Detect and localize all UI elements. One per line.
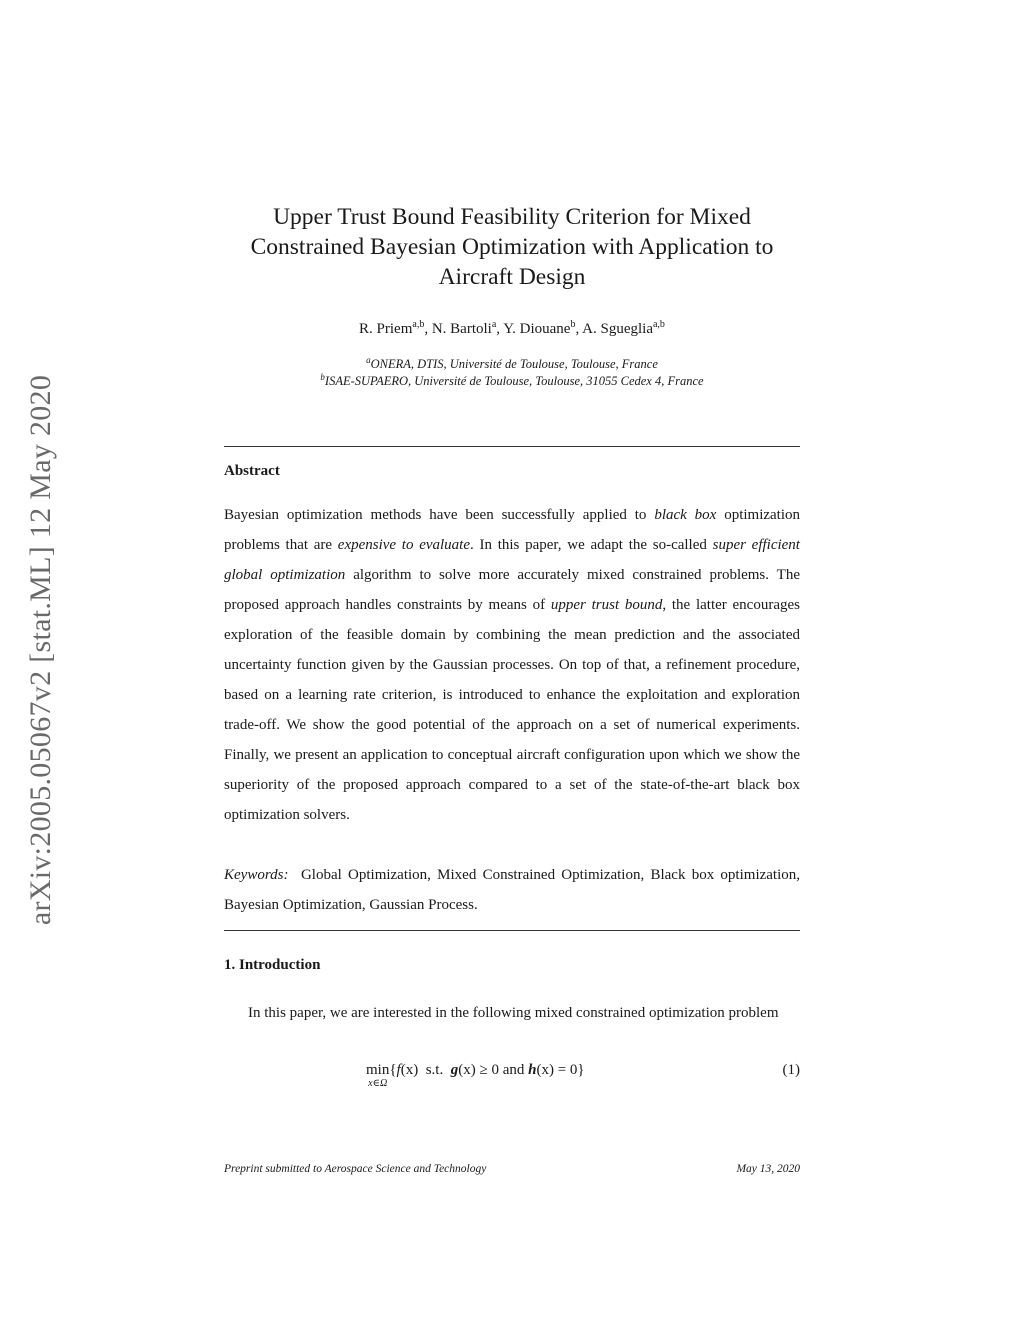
equation-gx: (x) ≥ 0 and: [458, 1062, 529, 1078]
equation-h: h: [528, 1062, 537, 1078]
author-affiliation-mark: a,b: [652, 319, 665, 330]
abstract-text: [224, 500, 800, 830]
equation-min-operator: [366, 1062, 389, 1089]
paper-title: [200, 202, 824, 292]
author-list: R. Priem$^{a,b}$, N. Bartoli$^a$, Y. Diouane$^b$, A. Sgueglia$^{a,b}$: [359, 319, 665, 337]
title-line: Upper Trust Bound Feasibility Criterion for Mixed: [273, 204, 751, 230]
introduction-paragraph: In this paper, we are interested in the following mixed constrained optimization problem: [248, 1005, 779, 1021]
section-heading-introduction: 1. Introduction: [224, 957, 321, 973]
abstract-segment: . In this paper, we adapt the so-called: [470, 537, 713, 553]
equation-1: [224, 1060, 800, 1096]
equation-number: (1): [782, 1062, 800, 1078]
equation-f: f: [396, 1062, 401, 1078]
author-name: N. Bartoli: [431, 321, 492, 337]
keywords: [224, 860, 800, 920]
affiliation-text: ISAE-SUPAERO, Université de Toulouse, Toulouse, 31055 Cedex 4, France: [324, 374, 704, 389]
author-name: Y. Diouane: [503, 321, 571, 337]
equation-brace: {: [389, 1062, 397, 1078]
affiliation: [200, 372, 824, 389]
equation-st: s.t.: [425, 1062, 444, 1078]
min-subscript: x∈Ω: [368, 1078, 388, 1089]
author-name: R. Priem: [359, 321, 413, 337]
affiliation: [200, 355, 824, 372]
equation-g: g: [450, 1062, 459, 1078]
abstract-segment: , the latter encourages exploration of the feasible domain by combining the mean prediction and the associated uncertainty function given by the Gaussian processes. On top of that, a refinement procedure, based on a learning rate criterion, is introduced to enhance the exploitation and exploration trade-off. We show the good potential of the approach on a set of numerical experiments. Finally, we present an application to conceptual aircraft configuration upon which we show the superiority of the proposed approach compared to a set of the state-of-the-art black box optimization solvers.: [224, 597, 800, 823]
equation-fx: (x): [400, 1062, 419, 1078]
abstract-emphasis: black box: [654, 507, 717, 523]
abstract-emphasis: expensive to evaluate: [337, 537, 471, 553]
keywords-text: Global Optimization, Mixed Constrained Optimization, Black box optimization, Bayesian Optimization, Gaussian Process.: [224, 867, 801, 913]
author-affiliation-mark: b: [570, 319, 576, 330]
abstract-emphasis: super efficient global optimization: [224, 537, 800, 583]
footer-date: May 13, 2020: [736, 1163, 800, 1175]
affiliation-text: ONERA, DTIS, Université de Toulouse, Toulouse, France: [370, 357, 658, 372]
keywords-label: Keywords:: [224, 867, 289, 883]
abstract-heading: Abstract: [224, 463, 280, 479]
affiliation-mark: b: [320, 372, 325, 382]
abstract-segment: Bayesian optimization methods have been successfully applied to: [224, 507, 655, 523]
abstract-segment: algorithm to solve more accurately mixed constrained problems. The proposed approach handles constraints by means of: [224, 567, 800, 613]
footer-preprint-note: Preprint submitted to Aerospace Science and Technology: [224, 1163, 487, 1175]
equation-body: [366, 1062, 585, 1089]
equation-hx: (x) = 0}: [536, 1062, 585, 1078]
affiliation-mark: a: [366, 355, 371, 365]
title-line: Constrained Bayesian Optimization with Application to: [250, 234, 774, 260]
abstract-top-rule: [224, 446, 800, 447]
title-line: Aircraft Design: [438, 264, 586, 290]
abstract-segment: optimization problems that are: [224, 507, 801, 553]
abstract-emphasis: upper trust bound: [550, 597, 663, 613]
author-name: A. Sgueglia: [582, 321, 653, 337]
author-affiliation-mark: a,b: [412, 319, 425, 330]
author-affiliation-mark: a: [491, 319, 497, 330]
abstract-bottom-rule: [224, 930, 800, 931]
min-text: min: [366, 1062, 390, 1078]
arxiv-identifier: arXiv:2005.05067v2 [stat.ML] 12 May 2020: [24, 374, 57, 926]
